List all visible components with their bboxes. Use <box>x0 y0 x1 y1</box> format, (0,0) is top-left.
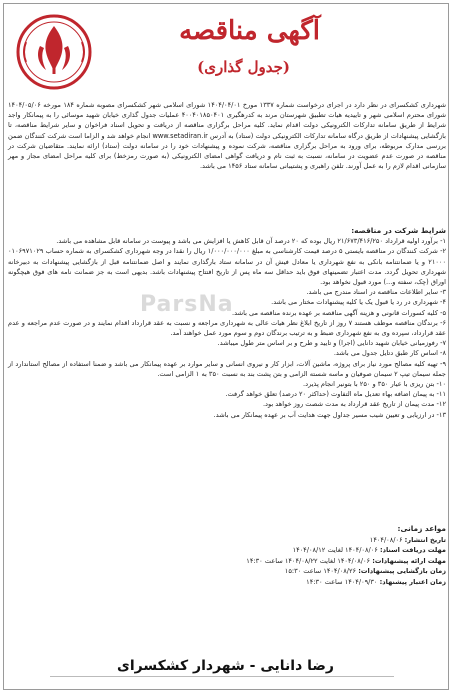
deadline-row <box>8 556 446 567</box>
deadline-row <box>8 577 446 588</box>
term-item: ۱۲- مدت پیمان از تاریخ عقد قرارداد به مدت شصت روز خواهد بود. <box>262 400 446 409</box>
deadline-value: ۱۴۰۴/۰۸/۰۶ لغایت ۱۴۰۴/۰۸/۲۲ ساعت ۱۴:۳۰ <box>246 556 371 565</box>
deadlines-heading: مواعد زمانی: <box>397 524 446 533</box>
deadline-label: زمان اعتبار پیشنهاد: <box>379 577 446 586</box>
notice-title: آگهی مناقصه <box>179 16 320 46</box>
intro-paragraph: شهرداری کشکسرای در نظر دارد در اجرای درخواست شماره ۱۳۳۷ مورخ ۱۴۰۴/۰۴/۰۱ شورای اسلامی شهر کشکسرای مصوبه شماره ۱۸۴ مورخه ۱۴۰۴/۰۵/۰۶ شورای محترم اسلامی شهر و تاییدیه هیات تطبیق شهرستان مرند به کدرهگیری ۴۰۰۴۰۱۸۵۰۴۰۱ عملیات جدول گذاری خیابان شهید موسائی را به پیمانکار واجد شرایط از طریق سامانه تدارکات الکترونیکی دولت اقدام نماید. کلیه مراحل برگزاری مناقصه از دریافت و تحویل اسناد فراخوان و سایر شرایط مناقصه، تا بازگشایی پیشنهادات از طریق درگاه سامانه تدارکات الکترونیکی دولت (ستاد) به آدرس www.setadiran.ir انجام خواهد شد و الزاما است شرکت کنندگان ضمن بررسی مدارک مربوطه، برای ورود به مراحل برگزاری مناقصه، شرکت نموده و پیشنهادات خود را در سامانه دولت (ستاد) ارائه نمایند. متقاضیان شرکت در مناقصه در صورت عدم عضویت در سامانه، نسبت به ثبت نام و دریافت گواهی امضای الکترونیکی (به صورت رمزخط) برای کلیه مراحل امضای مجاز و مهر سازمانی اقدام لازم را به عمل آورند. تلفن راهبری و پشتیبانی سامانه ستاد ۱۴۵۶ می باشد. <box>8 101 446 171</box>
signature-divider <box>50 676 394 677</box>
term-item: ۱۳- در ارزیابی و تعیین شیب مسیر جداول جهت هدایت آب بر عهده پیمانکار می باشد. <box>213 410 446 419</box>
term-item: ۴- شهرداری در رد یا قبول یک یا کلیه پیشنهادات مختار می باشد. <box>271 298 446 307</box>
term-item: ۶- برندگان مناقصه موظف هستند ۷ روز از تاریخ ابلاغ نظر هیات عالی به شهرداری مراجعه و نسبت به عقد قرارداد اقدام نمایند و در صورت عدم مراجعه و عدم عقد قرارداد، سپرده وی به نفع شهرداری ضبط و به ترتیب برندگان دوم و سوم مورد عمل خواهند آمد. <box>8 318 447 338</box>
term-item: ۱۰- بتن ریزی با عیار ۳۵۰ و ۲۵۰ با بتونیر انجام پذیرد. <box>303 380 446 389</box>
city-council-logo <box>10 12 98 96</box>
deadline-label: تاریخ انتشار: <box>404 535 446 544</box>
deadline-value: ۱۴۰۴/۰۸/۰۶ لغایت ۱۴۰۴/۰۸/۱۲ <box>292 546 378 555</box>
deadline-row <box>8 545 446 556</box>
deadlines-section <box>8 524 446 588</box>
deadline-value: ۱۴۰۴/۰۹/۳۰ ساعت ۱۴:۳۰ <box>306 577 378 586</box>
deadline-row <box>8 566 446 577</box>
deadline-label: مهلت دریافت اسناد: <box>379 546 446 555</box>
term-item: ۱- برآورد اولیه قرارداد ۲۱/۶۷۳/۴۱۶/۲۵۰ ریال بوده که ۲۰ درصد آن قابل کاهش یا افزایش می باشد و پیوست در سامانه قابل مشاهده می باشد. <box>56 237 446 246</box>
deadline-value: ۱۴۰۴/۰۸/۰۶ <box>369 535 403 544</box>
deadline-label: زمان بازگشایی پیشنهادات: <box>358 567 446 576</box>
deadline-row <box>8 535 446 546</box>
watermark: ParsNa <box>140 292 234 317</box>
terms-section <box>8 226 446 420</box>
deadline-label: مهلت ارائه پیشنهادات: <box>372 556 446 565</box>
header <box>6 6 448 98</box>
term-item: ۲- شرکت کنندگان در مناقصه بایستی ۵ درصد قیمت کارشناسی به مبلغ ۱/۰۰۰/۰۰۰/۰۰۰ ریال را نقدا در وجه شهرداری کشکسرای به شماره حساب ۰۱۰۶۹۷۱۰۲۹ ۲۱۰۰۰ و یا ضمانتنامه بانکی به نفع شهرداری یا معادل فیش آن در سامانه ستاد بارگذاری نمایند و اصل ضمانتنامه قبل از بازگشایی پیشنهادات به دبیرخانه شهرداری تحویل گردد. مدت اعتبار تضمینهای فوق باید حداقل سه ماه پس از تاریخ افتتاح پیشنهادات باشد. بدیهی است به جز ضمانت نامه های فوق هیچگونه اوراق (چک، سفته و...) مورد قبول نخواهد بود. <box>8 247 446 287</box>
terms-heading: شرایط شرکت در مناقصه: <box>351 226 446 235</box>
council-emblem-icon <box>10 12 98 96</box>
term-item: ۵- کلیه کسورات قانونی و هزینه آگهی مناقصه بر عهده برنده مناقصه می باشد. <box>232 308 446 317</box>
term-item: ۷- رفوزمیانی خیابان شهید دانایی (اجرا) و تایید و طرح و بر اساس متر طول میباشد. <box>217 339 446 348</box>
deadline-value: ۱۴۰۴/۰۸/۲۶ ساعت ۱۵:۳۰ <box>284 567 357 576</box>
term-item: ۸- اساس کار طبق دتایل جدول می باشد. <box>333 349 446 358</box>
mayor-signature: رضا دانایی - شهردار کشکسرای <box>117 658 334 674</box>
term-item: ۱۱- به پیمان اضافه بهاء تعدیل ماه التفاوت (حداکثر ۲۰ درصد) تعلق خواهد گرفت. <box>225 390 446 399</box>
term-item: ۹- تهیه کلیه مصالح مورد نیاز برای پروژه، ماشین آلات، ابزار کار و نیروی انسانی و سایر موارد بر عهده پیمانکار می باشد و ضمنا استفاده از مصالح استاندارد از جمله سیمان تیپ ۲ سیمان صوفیان و ماسه شسته الزامی و بتن پشت بند به نسبت ۳۵۰ به ۱ الزامی است. <box>8 359 446 378</box>
notice-subtitle: (جدول گذاری) <box>197 58 290 76</box>
term-item: ۳- سایر اطلاعات مناقصه در اسناد مندرج می باشد. <box>306 288 446 297</box>
